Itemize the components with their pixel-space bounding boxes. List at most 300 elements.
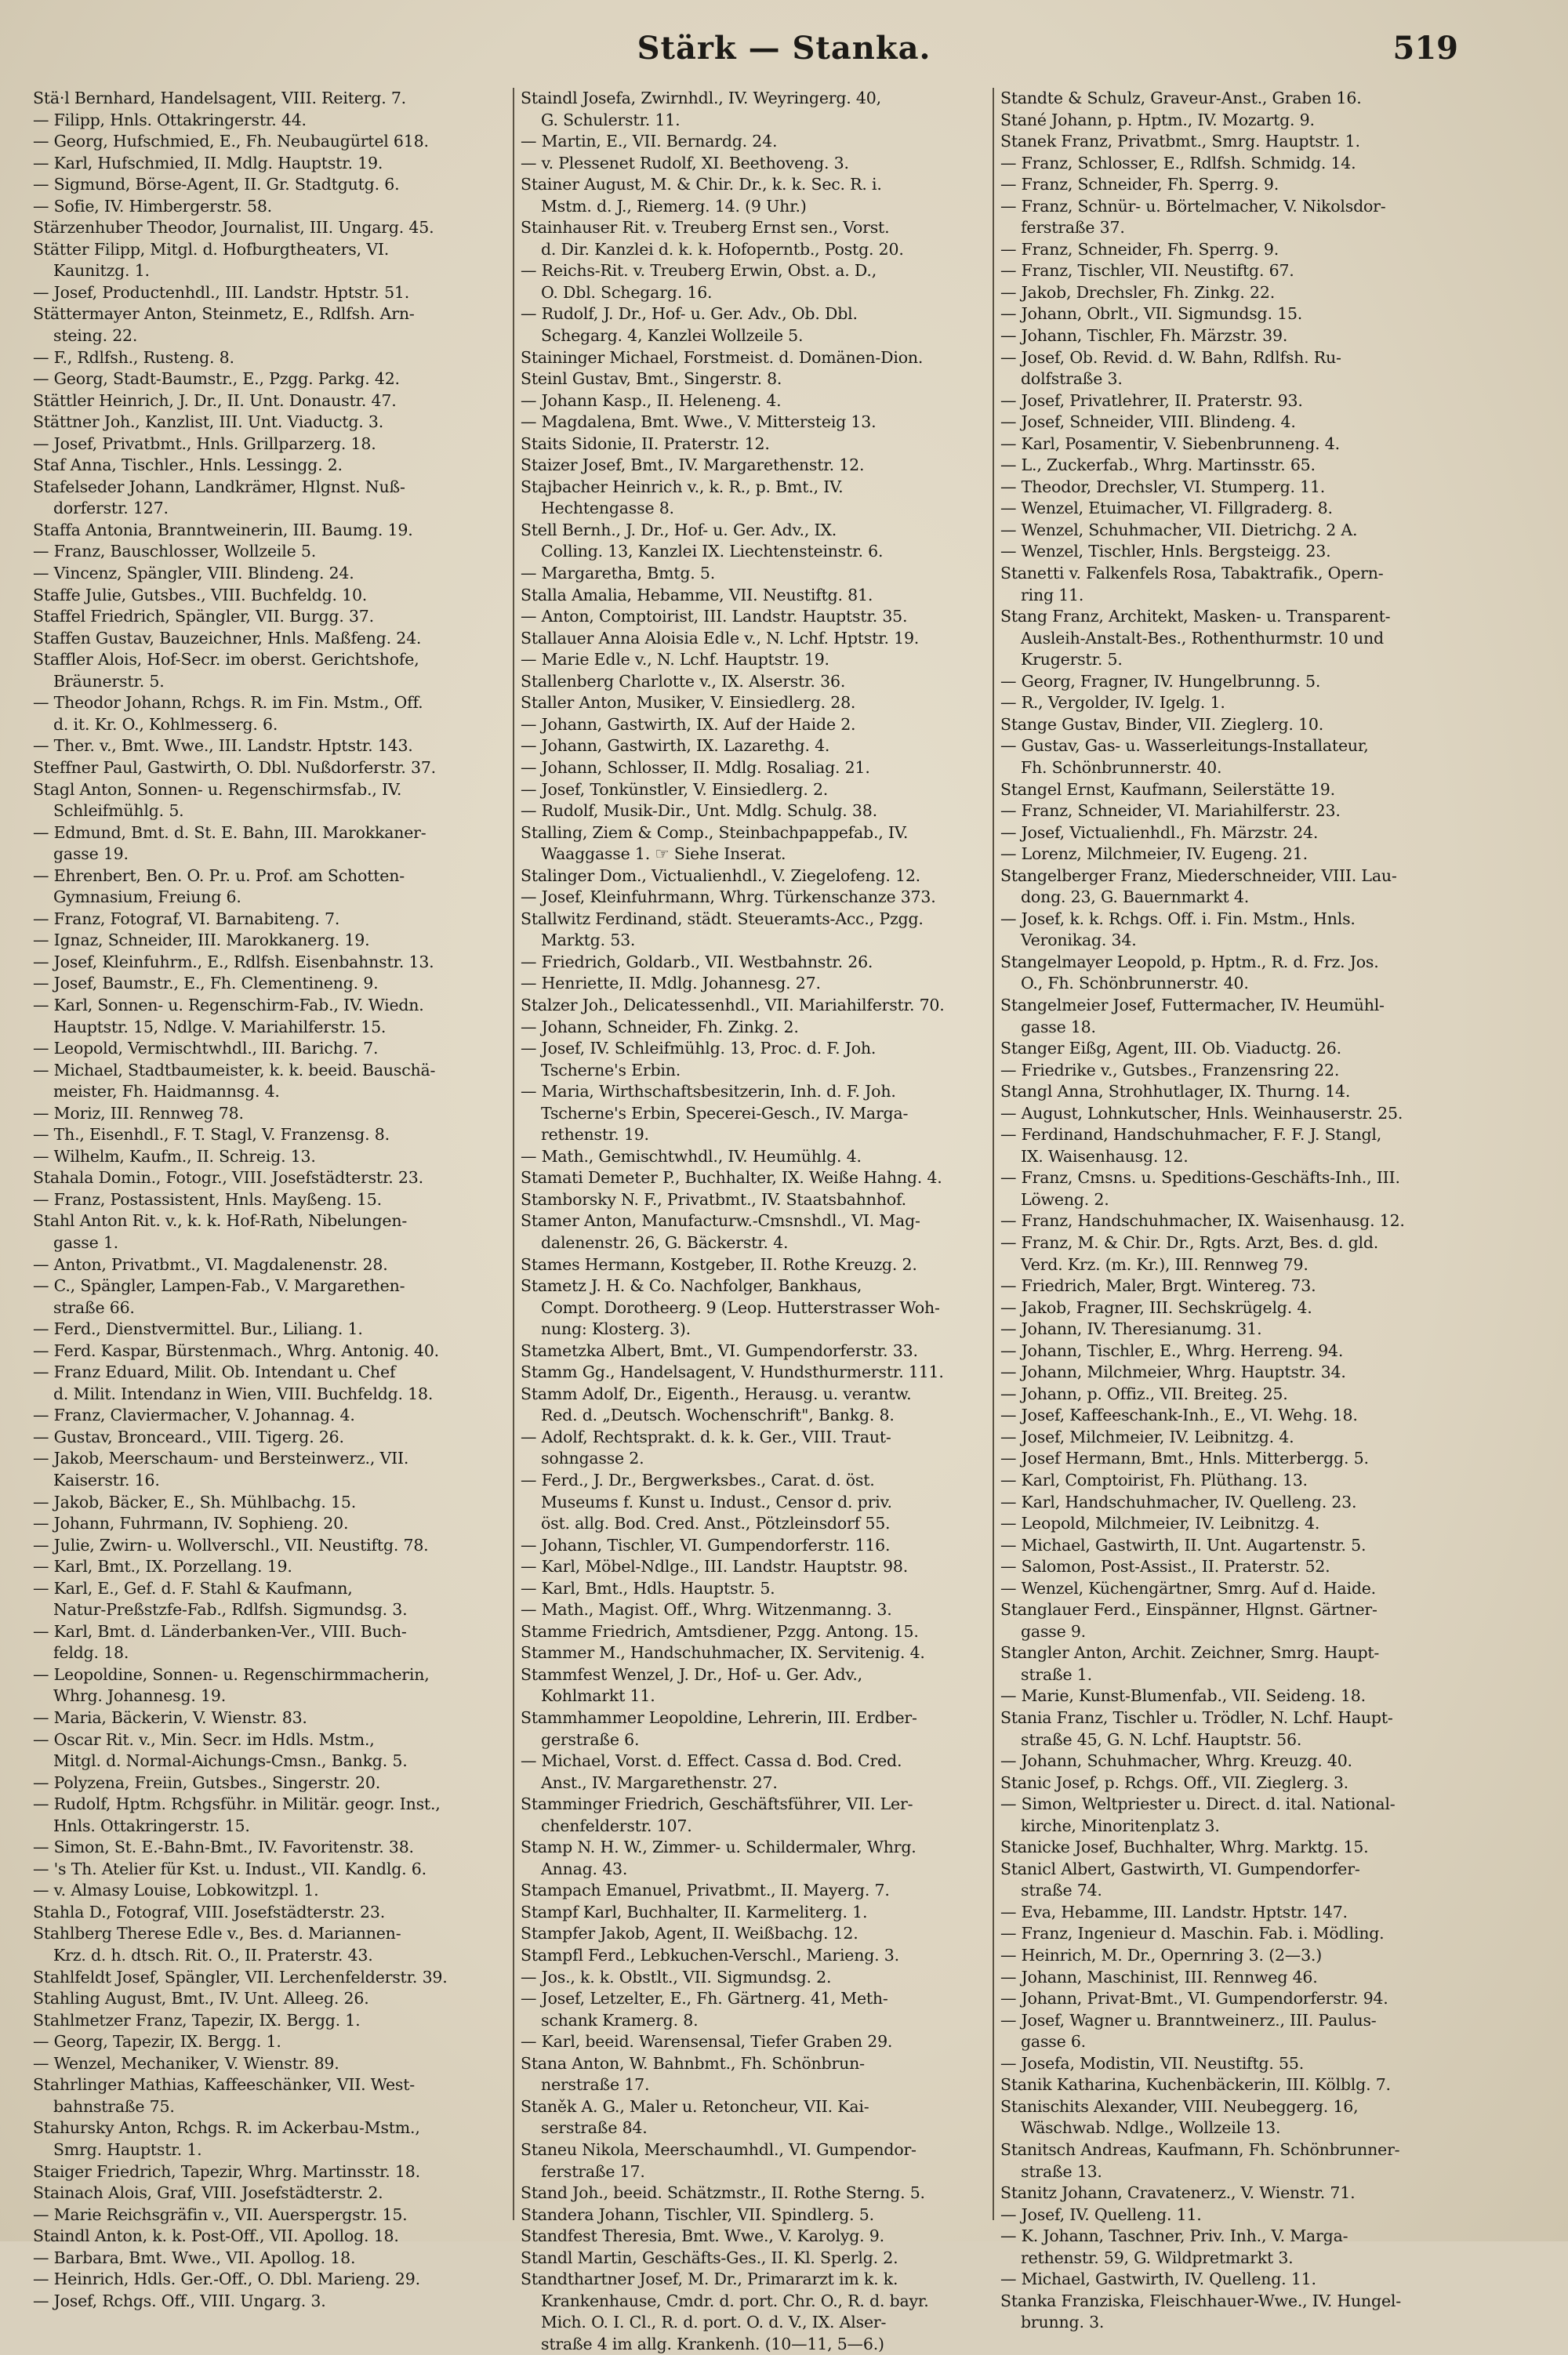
directory-line: d. Milit. Intendanz in Wien, VIII. Buchfeldg. 18. [53, 1384, 434, 1403]
directory-line: Stahlmetzer Franz, Tapezir, IX. Bergg. 1. [33, 2010, 361, 2030]
directory-line: Ausleih-Anstalt-Bes., Rothenthurmstr. 10 und [1021, 628, 1384, 648]
directory-line: — Th., Eisenhdl., F. T. Stagl, V. Franzensg. 8. [33, 1125, 390, 1145]
directory-line: Stamborsky N. F., Privatbmt., IV. Staatsbahnhof. [521, 1189, 906, 1209]
directory-line: — Marie Reichsgräfin v., VII. Auerspergstr. 15. [33, 2204, 408, 2224]
directory-line: — Rudolf, Hptm. Rchgsführ. in Militär. geogr. Inst., [33, 1794, 441, 1814]
directory-line: — Ignaz, Schneider, III. Marokkanerg. 19. [33, 931, 370, 950]
directory-line: Stange Gustav, Binder, VII. Zieglerg. 10. [1000, 714, 1324, 734]
directory-line: Hechtengasse 8. [541, 499, 674, 518]
directory-line: Stainach Alois, Graf, VIII. Josefstädterstr. 2. [33, 2183, 383, 2203]
directory-line: — Jakob, Meerschaum- und Bersteinwerz., VII. [33, 1449, 409, 1468]
directory-line: Stafelseder Johann, Landkrämer, Hlgnst. Nuß- [33, 477, 405, 496]
directory-line: — Josef, Victualienhdl., Fh. Märzstr. 24. [1000, 822, 1319, 842]
directory-line: gasse 19. [53, 844, 129, 864]
directory-line: — Rudolf, Musik-Dir., Unt. Mdlg. Schulg. 38. [521, 801, 877, 821]
directory-line: Stättermayer Anton, Steinmetz, E., Rdlfsh. Arn- [33, 304, 415, 324]
directory-line: — Josef, Ob. Revid. d. W. Bahn, Rdlfsh. Ru- [1000, 347, 1341, 367]
directory-line: Natur-Preßstzfe-Fab., Rdlfsh. Sigmundsg. 3. [53, 1600, 408, 1620]
directory-line: — Simon, Weltpriester u. Direct. d. ital. National- [1000, 1794, 1396, 1814]
directory-line: straße 66. [53, 1297, 135, 1317]
directory-line: nerstraße 17. [541, 2075, 650, 2095]
directory-line: Standl Martin, Geschäfts-Ges., II. Kl. Sperlg. 2. [521, 2248, 898, 2267]
directory-line: Stanicl Albert, Gastwirth, VI. Gumpendorfer- [1000, 1859, 1360, 1878]
directory-line: Stametz J. H. & Co. Nachfolger, Bankhaus, [521, 1276, 862, 1296]
directory-line: Schegarg. 4, Kanzlei Wollzeile 5. [541, 326, 804, 346]
directory-line: Stammer M., Handschuhmacher, IX. Servitenig. 4. [521, 1643, 925, 1663]
directory-line: Staffler Alois, Hof-Secr. im oberst. Gerichtshofe, [33, 650, 419, 669]
directory-line: — Gustav, Bronceard., VIII. Tigerg. 26. [33, 1427, 344, 1446]
directory-line: Stagl Anton, Sonnen- u. Regenschirmsfab., IV. [33, 779, 402, 799]
directory-line: — Georg, Stadt-Baumstr., E., Pzgg. Parkg. 42. [33, 369, 400, 389]
directory-line: — Franz, Handschuhmacher, IX. Waisenhausg. 12. [1000, 1211, 1405, 1231]
directory-line: — Adolf, Rechtsprakt. d. k. k. Ger., VIII. Traut- [521, 1427, 891, 1446]
directory-line: Löweng. 2. [1021, 1189, 1109, 1209]
directory-line: — Friedrich, Maler, Brgt. Wintereg. 73. [1000, 1276, 1316, 1296]
directory-line: Kaunitzg. 1. [53, 261, 150, 281]
directory-line: O., Fh. Schönbrunnerstr. 40. [1021, 974, 1249, 993]
directory-line: — Michael, Vorst. d. Effect. Cassa d. Bod. Cred. [521, 1751, 902, 1771]
directory-line: Stamer Anton, Manufacturw.-Cmsnshdl., VI. Mag- [521, 1211, 920, 1231]
directory-line: Stainer August, M. & Chir. Dr., k. k. Sec. R. i. [521, 175, 882, 194]
directory-line: G. Schulerstr. 11. [541, 110, 681, 129]
directory-line: ferstraße 17. [541, 2161, 645, 2181]
directory-line: Stalzer Joh., Delicatessenhdl., VII. Mariahilferstr. 70. [521, 995, 945, 1014]
directory-line: — Johann, Milchmeier, Whrg. Hauptstr. 34. [1000, 1363, 1346, 1382]
directory-line: — Ther. v., Bmt. Wwe., III. Landstr. Hptstr. 143. [33, 736, 413, 756]
directory-line: — Reichs-Rit. v. Treuberg Erwin, Obst. a. D., [521, 261, 877, 281]
directory-line: Stättler Heinrich, J. Dr., II. Unt. Donaustr. 47. [33, 390, 397, 410]
directory-line: straße 13. [1021, 2161, 1102, 2181]
directory-line: — R., Vergolder, IV. Igelg. 1. [1000, 693, 1225, 713]
directory-line: — Friedrike v., Gutsbes., Franzensring 22. [1000, 1060, 1340, 1080]
directory-line: — Georg, Fragner, IV. Hungelbrunng. 5. [1000, 671, 1321, 691]
directory-line: — v. Plessenet Rudolf, XI. Beethoveng. 3. [521, 153, 849, 172]
page-number: 519 [1392, 30, 1458, 67]
directory-line: — Marie Edle v., N. Lchf. Hauptstr. 19. [521, 650, 829, 669]
directory-line: — Josef, Tonkünstler, V. Einsiedlerg. 2. [521, 779, 829, 799]
directory-line: — Edmund, Bmt. d. St. E. Bahn, III. Marokkaner- [33, 822, 426, 842]
directory-line: — Leopold, Vermischtwhdl., III. Barichg. 7. [33, 1039, 379, 1058]
directory-line: — Margaretha, Bmtg. 5. [521, 564, 716, 583]
directory-line: — Polyzena, Freiin, Gutsbes., Singerstr. 20. [33, 1773, 381, 1792]
directory-line: — 's Th. Atelier für Kst. u. Indust., VII. Kandlg. 6. [33, 1859, 426, 1878]
directory-line: Stanitz Johann, Cravatenerz., V. Wienstr. 71. [1000, 2183, 1356, 2203]
directory-line: Stamme Friedrich, Amtsdiener, Pzgg. Antong. 15. [521, 1621, 919, 1641]
directory-line: — Karl, Comptoirist, Fh. Plüthang. 13. [1000, 1471, 1308, 1490]
directory-line: Stangler Anton, Archit. Zeichner, Smrg. Haupt- [1000, 1643, 1380, 1663]
directory-line: — Franz, Schneider, Fh. Sperrg. 9. [1000, 175, 1279, 194]
directory-line: meister, Fh. Haidmannsg. 4. [53, 1082, 280, 1101]
directory-line: — Theodor, Drechsler, VI. Stumperg. 11. [1000, 477, 1326, 496]
directory-line: — Barbara, Bmt. Wwe., VII. Apollog. 18. [33, 2248, 356, 2267]
directory-line: Stanka Franziska, Fleischhauer-Wwe., IV. Hungel- [1000, 2291, 1401, 2310]
directory-line: Stampach Emanuel, Privatbmt., II. Mayerg. 7. [521, 1881, 890, 1900]
directory-line: — Karl, beeid. Warensensal, Tiefer Graben 29. [521, 2032, 893, 2052]
directory-line: Stallwitz Ferdinand, städt. Steueramts-Acc., Pzgg. [521, 909, 924, 928]
directory-line: — Karl, E., Gef. d. F. Stahl & Kaufmann, [33, 1578, 353, 1598]
directory-line: — Johann, Tischler, VI. Gumpendorferstr. 116. [521, 1535, 891, 1555]
directory-line: Staindl Josefa, Zwirnhdl., IV. Weyringerg. 40, [521, 89, 881, 107]
directory-line: dalenenstr. 26, G. Bäckerstr. 4. [541, 1232, 789, 1252]
directory-line: feldg. 18. [53, 1643, 129, 1663]
directory-line: IX. Waisenhausg. 12. [1021, 1146, 1189, 1166]
directory-line: — Franz, Ingenieur d. Maschin. Fab. i. Mödling. [1000, 1924, 1385, 1943]
directory-line: Stanic Josef, p. Rchgs. Off., VII. Zieglerg. 3. [1000, 1773, 1349, 1792]
directory-line: Schleifmühlg. 5. [53, 801, 184, 821]
directory-line: gasse 6. [1021, 2032, 1086, 2052]
directory-line: — Wenzel, Etuimacher, VI. Fillgraderg. 8. [1000, 499, 1333, 518]
directory-line: Standfest Theresia, Bmt. Wwe., V. Karolyg. 9. [521, 2226, 884, 2246]
directory-line: — Wilhelm, Kaufm., II. Schreig. 13. [33, 1146, 316, 1166]
directory-line: — Maria, Bäckerin, V. Wienstr. 83. [33, 1708, 307, 1728]
directory-line: Colling. 13, Kanzlei IX. Liechtensteinstr. 6. [541, 542, 884, 561]
page-header [0, 30, 1568, 77]
directory-line: Wäschwab. Ndlge., Wollzeile 13. [1021, 2118, 1281, 2138]
directory-line: — Anton, Comptoirist, III. Landstr. Hauptstr. 35. [521, 607, 908, 626]
directory-line: — Franz, Bauschlosser, Wollzeile 5. [33, 542, 317, 561]
directory-line: sohngasse 2. [541, 1449, 644, 1468]
directory-line: schank Kramerg. 8. [541, 2010, 699, 2030]
directory-line: Staffen Gustav, Bauzeichner, Hnls. Maßfeng. 24. [33, 628, 422, 648]
directory-line: — Josef, IV. Schleifmühlg. 13, Proc. d. F. Joh. [521, 1039, 877, 1058]
directory-line: — Johann, Privat-Bmt., VI. Gumpendorferstr. 94. [1000, 1989, 1388, 2008]
directory-line: gasse 9. [1021, 1621, 1086, 1641]
directory-line: Staněk A. G., Maler u. Retoncheur, VII. Kai- [521, 2096, 869, 2116]
directory-line: — Karl, Bmt., Hdls. Hauptstr. 5. [521, 1578, 775, 1598]
directory-line: — Michael, Gastwirth, II. Unt. Augartenstr. 5. [1000, 1535, 1367, 1555]
directory-line: — Karl, Posamentir, V. Siebenbrunneng. 4. [1000, 434, 1340, 453]
directory-line: Mich. O. I. Cl., R. d. port. O. d. V., IX. Alser- [541, 2313, 887, 2332]
directory-line: — Michael, Stadtbaumeister, k. k. beeid. Bauschä- [33, 1060, 436, 1080]
directory-line: — Wenzel, Tischler, Hnls. Bergsteigg. 23. [1000, 542, 1331, 561]
directory-line: — Math., Magist. Off., Whrg. Witzenmanng. 3. [521, 1600, 892, 1620]
column-middle [513, 88, 994, 2353]
directory-line: — Michael, Gastwirth, IV. Quelleng. 11. [1000, 2270, 1316, 2289]
directory-line: Hauptstr. 15, Ndlge. V. Mariahilferstr. 15. [53, 1017, 387, 1036]
directory-line: Stahala Domin., Fotogr., VIII. Josefstädterstr. 23. [33, 1168, 423, 1188]
running-title: Stärk — Stanka. [637, 30, 931, 67]
directory-line: — Jakob, Fragner, III. Sechskrügelg. 4. [1000, 1297, 1312, 1317]
directory-line: — Franz, Fotograf, VI. Barnabiteng. 7. [33, 909, 340, 928]
directory-line: Stahrlinger Mathias, Kaffeeschänker, VII. West- [33, 2075, 415, 2095]
directory-line: Stahl Anton Rit. v., k. k. Hof-Rath, Nibelungen- [33, 1211, 408, 1231]
directory-line: Stätter Filipp, Mitgl. d. Hofburgtheaters, VI. [33, 239, 390, 259]
directory-line: — Sofie, IV. Himbergerstr. 58. [33, 196, 272, 216]
directory-line: Stamm Gg., Handelsagent, V. Hundsthurmerstr. 111. [521, 1363, 944, 1382]
directory-line: Standera Johann, Tischler, VII. Spindlerg. 5. [521, 2204, 874, 2224]
directory-line: Stärzenhuber Theodor, Journalist, III. Ungarg. 45. [33, 218, 434, 238]
directory-line: Stalling, Ziem & Comp., Steinbachpappefab., IV. [521, 822, 909, 842]
directory-line: Red. d. „Deutsch. Wochenschrift", Bankg. 8. [541, 1406, 895, 1425]
directory-line: Hnls. Ottakringerstr. 15. [53, 1816, 250, 1835]
directory-line: Stana Anton, W. Bahnbmt., Fh. Schönbrun- [521, 2053, 865, 2073]
directory-line: Stajbacher Heinrich v., k. R., p. Bmt., IV. [521, 477, 844, 496]
directory-line: — Georg, Tapezir, IX. Bergg. 1. [33, 2032, 281, 2052]
directory-line: Stames Hermann, Kostgeber, II. Rothe Kreuzg. 2. [521, 1254, 917, 1274]
directory-line: Tscherne's Erbin, Specerei-Gesch., IV. Marga- [541, 1103, 909, 1123]
directory-line: — Johann, Tischler, E., Whrg. Herreng. 94. [1000, 1341, 1344, 1360]
directory-line: — Karl, Möbel-Ndlge., III. Landstr. Hauptstr. 98. [521, 1557, 909, 1577]
directory-line: Stanischits Alexander, VIII. Neubeggerg. 16, [1000, 2096, 1359, 2116]
directory-line: Staizer Josef, Bmt., IV. Margarethenstr. 12. [521, 455, 865, 475]
directory-line: Stainhauser Rit. v. Treuberg Ernst sen., Vorst. [521, 218, 890, 238]
directory-line: Mstm. d. J., Riemerg. 14. (9 Uhr.) [541, 196, 807, 216]
directory-line: Whrg. Johannesg. 19. [53, 1686, 227, 1706]
directory-line: Stametzka Albert, Bmt., VI. Gumpendorferstr. 33. [521, 1341, 918, 1360]
directory-line: Stallenberg Charlotte v., IX. Alserstr. 36. [521, 671, 846, 691]
directory-line: Gymnasium, Freiung 6. [53, 887, 241, 907]
directory-line: Tscherne's Erbin. [541, 1060, 681, 1080]
directory-line: Stanglauer Ferd., Einspänner, Hlgnst. Gärtner- [1000, 1600, 1377, 1620]
directory-line: — Josef, Rchgs. Off., VIII. Ungarg. 3. [33, 2291, 326, 2310]
directory-line: — Karl, Sonnen- u. Regenschirm-Fab., IV. Wiedn. [33, 995, 424, 1014]
directory-line: Bräunerstr. 5. [53, 671, 165, 691]
directory-line: — Jakob, Bäcker, E., Sh. Mühlbachg. 15. [33, 1492, 357, 1511]
directory-line: — Anton, Privatbmt., VI. Magdalenenstr. 28. [33, 1254, 388, 1274]
directory-line: — Johann, Schneider, Fh. Zinkg. 2. [521, 1017, 799, 1036]
directory-line: — Gustav, Gas- u. Wasserleitungs-Installateur, [1000, 736, 1369, 756]
directory-line: bahnstraße 75. [53, 2096, 175, 2116]
directory-line: Stahursky Anton, Rchgs. R. im Ackerbau-Mstm., [33, 2118, 420, 2138]
directory-line: — Heinrich, Hdls. Ger.-Off., O. Dbl. Marieng. 29. [33, 2270, 420, 2289]
directory-line: Staininger Michael, Forstmeist. d. Domänen-Dion. [521, 347, 924, 367]
directory-line: — Ferd., J. Dr., Bergwerksbes., Carat. d. öst. [521, 1471, 875, 1490]
directory-line: — Franz, Schneider, VI. Mariahilferstr. 23. [1000, 801, 1341, 821]
directory-line: — Sigmund, Börse-Agent, II. Gr. Stadtgutg. 6. [33, 175, 400, 194]
directory-line: — Johann, Schuhmacher, Whrg. Kreuzg. 40. [1000, 1751, 1352, 1771]
directory-line: straße 45, G. N. Lchf. Hauptstr. 56. [1021, 1729, 1302, 1749]
directory-line: kirche, Minoritenplatz 3. [1021, 1816, 1220, 1835]
directory-line: — Karl, Hufschmied, II. Mdlg. Hauptstr. 19. [33, 153, 383, 172]
entry-columns [33, 88, 1535, 2353]
directory-line: Staf Anna, Tischler., Hnls. Lessingg. 2. [33, 455, 343, 475]
directory-line: — Johann, Gastwirth, IX. Lazarethg. 4. [521, 736, 830, 756]
directory-line: — Simon, St. E.-Bahn-Bmt., IV. Favoritenstr. 38. [33, 1838, 414, 1857]
directory-line: ferstraße 37. [1021, 218, 1125, 238]
directory-line: — Josef, Wagner u. Branntweinerz., III. Paulus- [1000, 2010, 1377, 2030]
directory-line: straße 74. [1021, 1881, 1102, 1900]
directory-line: gerstraße 6. [541, 1729, 640, 1749]
directory-line: — Josefa, Modistin, VII. Neustiftg. 55. [1000, 2053, 1305, 2073]
directory-line: Stanik Katharina, Kuchenbäckerin, III. Kölblg. 7. [1000, 2075, 1391, 2095]
directory-line: — Vincenz, Spängler, VIII. Blindeng. 24. [33, 564, 354, 583]
directory-line: Stangl Anna, Strohhutlager, IX. Thurng. 14. [1000, 1082, 1351, 1101]
directory-line: Stampfer Jakob, Agent, II. Weißbachg. 12. [521, 1924, 858, 1943]
directory-line: — Josef, Milchmeier, IV. Leibnitzg. 4. [1000, 1427, 1294, 1446]
directory-line: — Theodor Johann, Rchgs. R. im Fin. Mstm., Off. [33, 693, 423, 713]
directory-line: — Martin, E., VII. Bernardg. 24. [521, 132, 778, 151]
directory-line: — Josef, Privatlehrer, II. Praterstr. 93. [1000, 390, 1303, 410]
directory-line: — Rudolf, J. Dr., Hof- u. Ger. Adv., Ob. Dbl. [521, 304, 858, 324]
directory-line: — Josef, Kaffeeschank-Inh., E., VI. Wehg. 18. [1000, 1406, 1358, 1425]
directory-line: — Franz, Claviermacher, V. Johannag. 4. [33, 1406, 355, 1425]
directory-line: Stangelberger Franz, Miederschneider, VIII. Lau- [1000, 865, 1397, 885]
directory-line: — Josef, Baumstr., E., Fh. Clementineng. 9. [33, 974, 379, 993]
directory-line: Steffner Paul, Gastwirth, O. Dbl. Nußdorferstr. 37. [33, 757, 437, 777]
directory-line: — Lorenz, Milchmeier, IV. Eugeng. 21. [1000, 844, 1308, 864]
directory-line: — v. Almasy Louise, Lobkowitzpl. 1. [33, 1881, 319, 1900]
directory-line: Stané Johann, p. Hptm., IV. Mozartg. 9. [1000, 110, 1315, 129]
directory-line: Stammhammer Leopoldine, Lehrerin, III. Erdber- [521, 1708, 917, 1728]
column-left [33, 88, 513, 2310]
directory-line: serstraße 84. [541, 2118, 648, 2138]
directory-line: — Magdalena, Bmt. Wwe., V. Mittersteig 13. [521, 412, 877, 432]
directory-line: straße 4 im allg. Krankenh. (10—11, 5—6.) [541, 2334, 884, 2353]
directory-line: Stanek Franz, Privatbmt., Smrg. Hauptstr. 1. [1000, 132, 1360, 151]
directory-line: — Josef, Kleinfuhrm., E., Rdlfsh. Eisenbahnstr. 13. [33, 952, 434, 971]
directory-line: gasse 1. [53, 1232, 118, 1252]
directory-line: — Johann, Obrlt., VII. Sigmundsg. 15. [1000, 304, 1303, 324]
directory-line: Stä·l Bernhard, Handelsagent, VIII. Reiterg. 7. [33, 89, 406, 107]
directory-line: O. Dbl. Schegarg. 16. [541, 282, 713, 302]
directory-line: rethenstr. 19. [541, 1125, 649, 1145]
directory-line: Stand Joh., beeid. Schätzmstr., II. Rothe Sterng. 5. [521, 2183, 925, 2203]
directory-line: Anst., IV. Margarethenstr. 27. [541, 1773, 778, 1792]
directory-line: — Josef Hermann, Bmt., Hnls. Mitterbergg. 5. [1000, 1449, 1369, 1468]
directory-line: — Jakob, Drechsler, Fh. Zinkg. 22. [1000, 282, 1276, 302]
directory-line: — Karl, Bmt. d. Länderbanken-Ver., VIII. Buch- [33, 1621, 407, 1641]
directory-line: Stättner Joh., Kanzlist, III. Unt. Viaductg. 3. [33, 412, 384, 432]
directory-line: Kohlmarkt 11. [541, 1686, 655, 1706]
directory-line: — Heinrich, M. Dr., Opernring 3. (2—3.) [1000, 1946, 1323, 1965]
directory-line: Marktg. 53. [541, 931, 636, 950]
directory-line: Standthartner Josef, M. Dr., Primararzt im k. k. [521, 2270, 898, 2289]
directory-line: Stamm Adolf, Dr., Eigenth., Herausg. u. verantw. [521, 1384, 912, 1403]
directory-line: Fh. Schönbrunnerstr. 40. [1021, 757, 1222, 777]
directory-line: — Johann, Tischler, Fh. Märzstr. 39. [1000, 326, 1288, 346]
directory-line: Museums f. Kunst u. Indust., Censor d. priv. [541, 1492, 892, 1511]
directory-line: — Ferd. Kaspar, Bürstenmach., Whrg. Antonig. 40. [33, 1341, 439, 1360]
directory-line: — Johann, IV. Theresianumg. 31. [1000, 1319, 1262, 1339]
column-right [993, 88, 1474, 2332]
directory-line: Staits Sidonie, II. Praterstr. 12. [521, 434, 770, 453]
directory-line: Smrg. Hauptstr. 1. [53, 2139, 202, 2159]
directory-line: — Marie, Kunst-Blumenfab., VII. Seideng. 18. [1000, 1686, 1366, 1706]
directory-line: — Franz Eduard, Milit. Ob. Intendant u. Chef [33, 1363, 396, 1382]
directory-line: Stahling August, Bmt., IV. Unt. Alleeg. 26. [33, 1989, 369, 2008]
directory-line: Staneu Nikola, Meerschaumhdl., VI. Gumpendor- [521, 2139, 916, 2159]
directory-line: Stang Franz, Architekt, Masken- u. Transparent- [1000, 607, 1391, 626]
directory-line: Veronikag. 34. [1021, 931, 1137, 950]
directory-line: — L., Zuckerfab., Whrg. Martinsstr. 65. [1000, 455, 1316, 475]
directory-line: Staffel Friedrich, Spängler, VII. Burgg. 37. [33, 607, 374, 626]
directory-line: Stahlberg Therese Edle v., Bes. d. Mariannen- [33, 1924, 401, 1943]
directory-line: — Ferd., Dienstvermittel. Bur., Liliang. 1. [33, 1319, 363, 1339]
directory-line: — August, Lohnkutscher, Hnls. Weinhauserstr. 25. [1000, 1103, 1403, 1123]
directory-line: Stangelmeier Josef, Futtermacher, IV. Heumühl- [1000, 995, 1385, 1014]
directory-line: — Oscar Rit. v., Min. Secr. im Hdls. Mstm., [33, 1729, 375, 1749]
directory-line: nung: Klosterg. 3). [541, 1319, 691, 1339]
directory-line: — Wenzel, Küchengärtner, Smrg. Auf d. Haide. [1000, 1578, 1376, 1598]
directory-line: Stania Franz, Tischler u. Trödler, N. Lchf. Haupt- [1000, 1708, 1393, 1728]
directory-line: Standte & Schulz, Graveur-Anst., Graben 16. [1000, 89, 1362, 107]
directory-line: Krankenhause, Cmdr. d. port. Chr. O., R. d. bayr. [541, 2291, 929, 2310]
directory-line: — Josef, Productenhdl., III. Landstr. Hptstr. 51. [33, 282, 410, 302]
directory-line: Stalinger Dom., Victualienhdl., V. Ziegelofeng. 12. [521, 865, 920, 885]
directory-line: — Johann, Gastwirth, IX. Auf der Haide 2. [521, 714, 856, 734]
directory-line: — Josef, Kleinfuhrmann, Whrg. Türkenschanze 373. [521, 887, 936, 907]
directory-line: Stanetti v. Falkenfels Rosa, Tabaktrafik., Opern- [1000, 564, 1384, 583]
directory-line: — Johann Kasp., II. Heleneng. 4. [521, 390, 782, 410]
directory-line: dong. 23, G. Bauernmarkt 4. [1021, 887, 1250, 907]
directory-line: Stahlfeldt Josef, Spängler, VII. Lerchenfelderstr. 39. [33, 1967, 448, 1987]
directory-line: — Henriette, II. Mdlg. Johannesg. 27. [521, 974, 821, 993]
directory-line: Stamminger Friedrich, Geschäftsführer, VII. Ler- [521, 1794, 913, 1814]
directory-line: — Josef, Schneider, VIII. Blindeng. 4. [1000, 412, 1296, 432]
directory-line: — Karl, Handschuhmacher, IV. Quelleng. 23. [1000, 1492, 1357, 1511]
directory-line: — Friedrich, Goldarb., VII. Westbahnstr. 26. [521, 952, 873, 971]
directory-line: Waaggasse 1. ☞ Siehe Inserat. [541, 844, 786, 864]
directory-line: Stanger Eißg, Agent, III. Ob. Viaductg. 26. [1000, 1039, 1341, 1058]
directory-line: — Josef, Letzelter, E., Fh. Gärtnerg. 41, Meth- [521, 1989, 888, 2008]
directory-line: Steinl Gustav, Bmt., Singerstr. 8. [521, 369, 782, 389]
directory-line: Annag. 43. [541, 1859, 628, 1878]
directory-line: Stampf Karl, Buchhalter, II. Karmeliterg. 1. [521, 1902, 868, 1921]
directory-line: Stalla Amalia, Hebamme, VII. Neustiftg. 81. [521, 585, 873, 604]
directory-line: Kaiserstr. 16. [53, 1471, 160, 1490]
directory-line: — Ferdinand, Handschuhmacher, F. F. J. Stangl, [1000, 1125, 1382, 1145]
directory-line: — Franz, Schnür- u. Börtelmacher, V. Nikolsdor- [1000, 196, 1386, 216]
directory-line: chenfelderstr. 107. [541, 1816, 692, 1835]
directory-line: Stamp N. H. W., Zimmer- u. Schildermaler, Whrg. [521, 1838, 916, 1857]
directory-line: — Ehrenbert, Ben. O. Pr. u. Prof. am Schotten- [33, 865, 405, 885]
directory-line: — Johann, Maschinist, III. Rennweg 46. [1000, 1967, 1318, 1987]
directory-line: — Karl, Bmt., IX. Porzellang. 19. [33, 1557, 292, 1577]
directory-line: — Franz, Schneider, Fh. Sperrg. 9. [1000, 239, 1279, 259]
directory-line: öst. allg. Bod. Cred. Anst., Pötzleinsdorf 55. [541, 1514, 891, 1533]
directory-line: Compt. Dorotheerg. 9 (Leop. Hutterstrasser Woh- [541, 1297, 940, 1317]
directory-line: — Josef, k. k. Rchgs. Off. i. Fin. Mstm., Hnls. [1000, 909, 1356, 928]
directory-line: — Johann, Schlosser, II. Mdlg. Rosaliag. 21. [521, 757, 870, 777]
directory-line: gasse 18. [1021, 1017, 1096, 1036]
directory-line: — Math., Gemischtwhdl., IV. Heumühlg. 4. [521, 1146, 862, 1166]
directory-line: — Moriz, III. Rennweg 78. [33, 1103, 244, 1123]
directory-line: — Georg, Hufschmied, E., Fh. Neubaugürtel 618. [33, 132, 429, 151]
directory-line: — Franz, Schlosser, E., Rdlfsh. Schmidg. 14. [1000, 153, 1356, 172]
directory-line: Staiger Friedrich, Tapezir, Whrg. Martinsstr. 18. [33, 2161, 420, 2181]
directory-line: — K. Johann, Taschner, Priv. Inh., V. Marga- [1000, 2226, 1348, 2246]
directory-line: — Franz, Tischler, VII. Neustiftg. 67. [1000, 261, 1294, 281]
directory-line: — Leopoldine, Sonnen- u. Regenschirmmacherin, [33, 1664, 430, 1684]
directory-line: — Maria, Wirthschaftsbesitzerin, Inh. d. F. Joh. [521, 1082, 896, 1101]
directory-line: — Eva, Hebamme, III. Landstr. Hptstr. 147. [1000, 1902, 1348, 1921]
directory-line: — Wenzel, Mechaniker, V. Wienstr. 89. [33, 2053, 339, 2073]
directory-line: Staffe Julie, Gutsbes., VIII. Buchfeldg. 10. [33, 585, 368, 604]
directory-line: — Jos., k. k. Obstlt., VII. Sigmundsg. 2. [521, 1967, 832, 1987]
directory-line: dorferstr. 127. [53, 499, 169, 518]
directory-line: Stell Bernh., J. Dr., Hof- u. Ger. Adv., IX. [521, 520, 837, 539]
directory-line: Stampfl Ferd., Lebkuchen-Verschl., Marieng. 3. [521, 1946, 899, 1965]
directory-line: Stallauer Anna Aloisia Edle v., N. Lchf. Hptstr. 19. [521, 628, 920, 648]
directory-line: Krugerstr. 5. [1021, 650, 1123, 669]
directory-line: — Leopold, Milchmeier, IV. Leibnitzg. 4. [1000, 1514, 1320, 1533]
directory-line: — F., Rdlfsh., Rusteng. 8. [33, 347, 234, 367]
directory-line: — Johann, Fuhrmann, IV. Sophieng. 20. [33, 1514, 349, 1533]
directory-line: Stangel Ernst, Kaufmann, Seilerstätte 19. [1000, 779, 1335, 799]
directory-line: — Julie, Zwirn- u. Wollverschl., VII. Neustiftg. 78. [33, 1535, 429, 1555]
directory-line: rethenstr. 59, G. Wildpretmarkt 3. [1021, 2248, 1294, 2267]
directory-line: Staller Anton, Musiker, V. Einsiedlerg. 28. [521, 693, 856, 713]
directory-line: — Wenzel, Schuhmacher, VII. Dietrichg. 2 A. [1000, 520, 1358, 539]
directory-line: Stanicke Josef, Buchhalter, Whrg. Marktg. 15. [1000, 1838, 1369, 1857]
directory-line: Stammfest Wenzel, J. Dr., Hof- u. Ger. Adv., [521, 1664, 862, 1684]
directory-line: d. it. Kr. O., Kohlmesserg. 6. [53, 714, 278, 734]
directory-line: Stangelmayer Leopold, p. Hptm., R. d. Frz. Jos. [1000, 952, 1379, 971]
directory-line: Verd. Krz. (m. Kr.), III. Rennweg 79. [1021, 1254, 1308, 1274]
directory-line: ring 11. [1021, 585, 1084, 604]
directory-line: — Josef, IV. Quelleng. 11. [1000, 2204, 1202, 2224]
directory-line: brunng. 3. [1021, 2313, 1105, 2332]
